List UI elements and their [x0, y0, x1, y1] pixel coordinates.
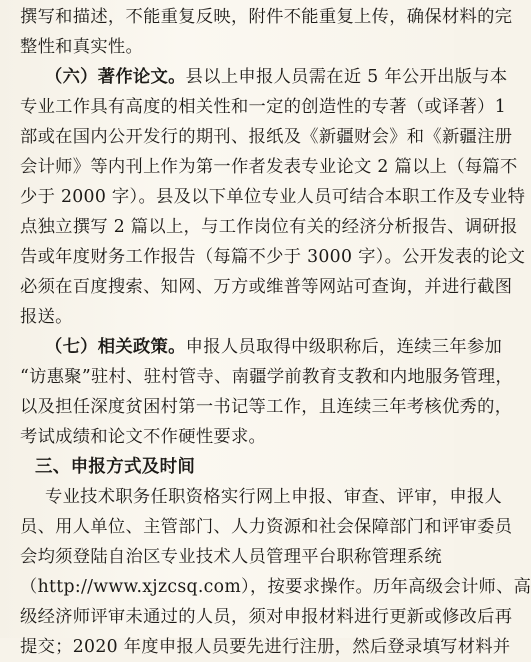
text-line: 会计师》等内刊上作为第一作者发表专业论文 2 篇以上（每篇不 — [20, 157, 518, 177]
text-line: 级经济师评审未通过的人员，须对申报材料进行更新或修改后再 — [20, 607, 513, 627]
text-line: 部或在国内公开发行的期刊、报纸及《新疆财会》和《新疆注册 — [20, 127, 513, 147]
section-seven-line: （七）相关政策。申报人员取得中级职称后，连续三年参加 — [45, 337, 503, 357]
text-line: 必须在百度搜索、知网、万方或维普等网站可查询，并进行截图 — [20, 277, 513, 297]
text-line: 员、用人单位、主管部门、人力资源和社会保障部门和评审委员 — [20, 517, 513, 537]
text-line: 整性和真实性。 — [20, 37, 144, 57]
text-line: 专业技术职务任职资格实行网上申报、审查、评审，申报人 — [45, 487, 503, 507]
text-line: 报送。 — [20, 307, 73, 327]
text-line: 撰写和描述，不能重复反映，附件不能重复上传，确保材料的完 — [20, 7, 513, 27]
section-heading: 三、申报方式及时间 — [35, 457, 196, 477]
text-line: 点独立撰写 2 篇以上，与工作岗位有关的经济分析报告、调研报 — [20, 217, 518, 237]
text-line: （http://www.xjzcsq.com），按要求操作。历年高级会计师、高 — [20, 577, 531, 597]
section-seven-title: （七）相关政策。 — [45, 337, 186, 357]
section-six-line: （六）著作论文。县以上申报人员需在近 5 年公开出版与本 — [45, 67, 508, 87]
text-line: 提交；2020 年度申报人员要先进行注册，然后登录填写材料并 — [20, 637, 511, 657]
text-line: 会均须登陆自治区专业技术人员管理平台职称管理系统 — [20, 547, 442, 567]
text-line: 专业工作具有高度的相关性和一定的创造性的专著（或译著）1 — [20, 97, 506, 117]
text-line: 少于 2000 字）。县及以下单位专业人员可结合本职工作及专业特 — [20, 187, 526, 207]
section-six-title: （六）著作论文。 — [45, 67, 186, 87]
text-line: 考试成绩和论文不作硬性要求。 — [20, 427, 267, 447]
text-line: 以及担任深度贫困村第一书记等工作，且连续三年考核优秀的， — [20, 397, 513, 417]
text-line: “访惠聚”驻村、驻村管寺、南疆学前教育支教和内地服务管理， — [20, 367, 513, 387]
text-line: 告或年度财务工作报告（每篇不少于 3000 字）。公开发表的论文 — [20, 247, 526, 267]
